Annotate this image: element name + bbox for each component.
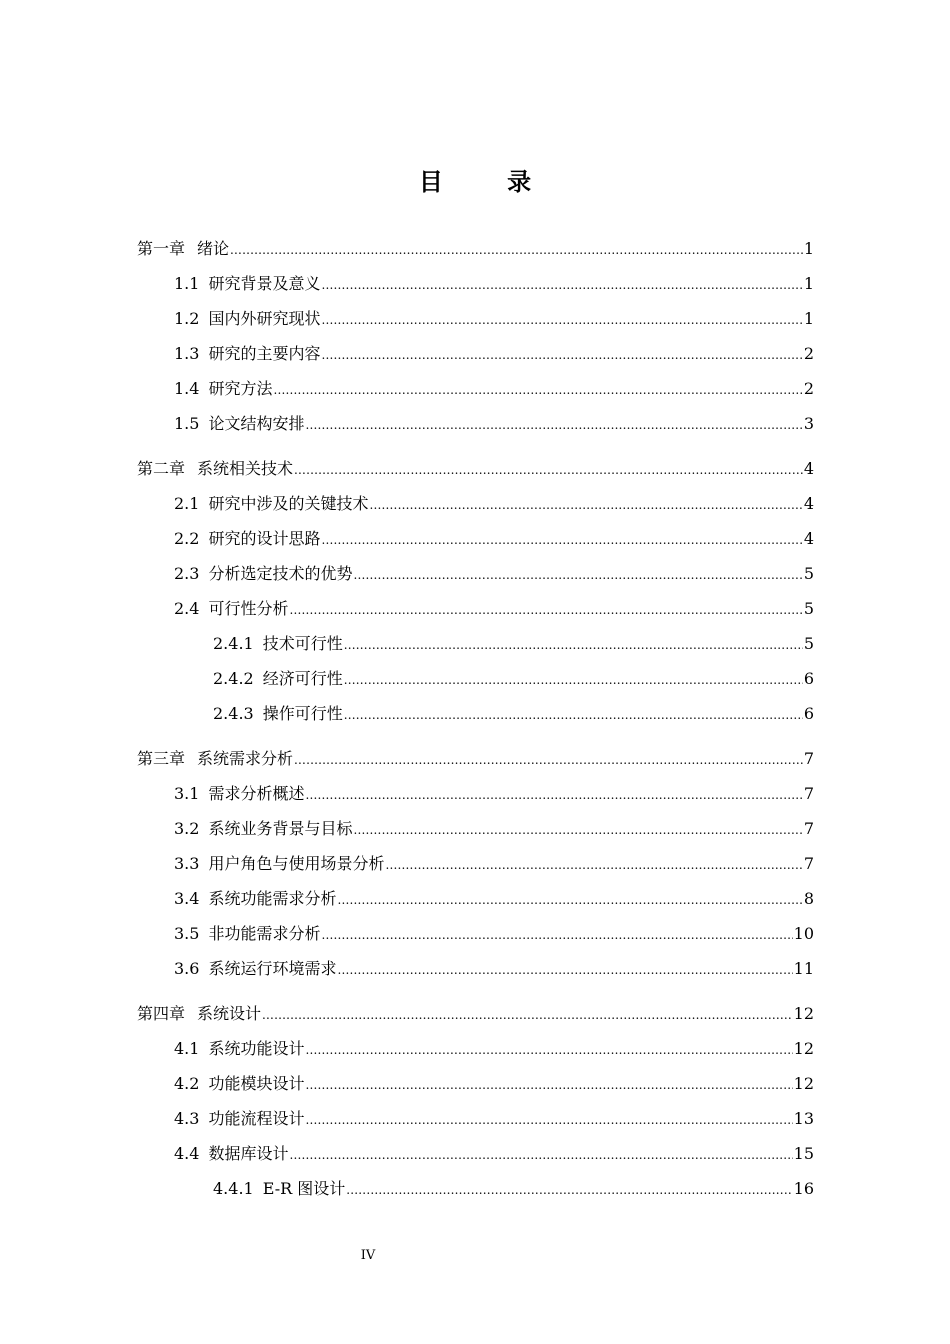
toc-entry-title: 系统设计 (197, 1004, 262, 1023)
toc-dot-leader (305, 1075, 792, 1095)
toc-entry-title: 研究方法 (208, 379, 273, 398)
toc-entry-page-number: 2 (803, 344, 814, 363)
toc-dot-leader (294, 460, 803, 480)
toc-entry-title: 系统需求分析 (197, 749, 294, 768)
toc-entry-page-number: 2 (803, 379, 814, 398)
toc-dot-leader (353, 820, 802, 840)
toc-chapter-entry[interactable] (0, 452, 950, 487)
toc-entry-number: 1.4 (174, 379, 200, 398)
toc-dot-leader (344, 635, 803, 655)
toc-entry-page-number: 6 (803, 669, 814, 688)
toc-entry-page-number: 7 (803, 784, 814, 803)
toc-subsection-entry[interactable] (0, 627, 950, 662)
toc-entry-page-number: 4 (803, 494, 814, 513)
toc-entry-title: 研究背景及意义 (208, 274, 321, 293)
toc-section-entry[interactable] (0, 847, 950, 882)
toc-section-entry[interactable] (0, 372, 950, 407)
toc-chapter-entry[interactable] (0, 997, 950, 1032)
toc-entry-page-number: 5 (803, 599, 814, 618)
toc-entry-number: 1.2 (174, 309, 200, 328)
toc-entry-number: 3.2 (174, 819, 200, 838)
toc-dot-leader (305, 1040, 792, 1060)
toc-dot-leader (344, 670, 803, 690)
toc-entry-number: 2.4.1 (213, 634, 254, 653)
toc-chapter-entry[interactable] (0, 232, 950, 267)
page-title: 目 录 (418, 168, 560, 196)
toc-entry-title: 研究中涉及的关键技术 (208, 494, 369, 513)
toc-dot-leader (294, 750, 803, 770)
toc-entry-page-number: 5 (803, 634, 814, 653)
toc-entry-title: 论文结构安排 (208, 414, 305, 433)
toc-section-entry[interactable] (0, 407, 950, 442)
toc-entry-title: 系统功能需求分析 (208, 889, 337, 908)
toc-dot-leader (321, 530, 802, 550)
toc-dot-leader (230, 240, 803, 260)
toc-entry-number: 3.1 (174, 784, 200, 803)
toc-section-entry[interactable] (0, 882, 950, 917)
toc-entry-number: 2.4 (174, 599, 200, 618)
toc-entry-number: 第二章 (137, 459, 186, 478)
toc-entry-title: 系统运行环境需求 (208, 959, 337, 978)
toc-section-entry[interactable] (0, 917, 950, 952)
toc-dot-leader (369, 495, 802, 515)
toc-entry-number: 4.4.1 (213, 1179, 254, 1198)
toc-dot-leader (344, 705, 803, 725)
toc-entry-number: 4.1 (174, 1039, 200, 1058)
toc-entry-number: 3.5 (174, 924, 200, 943)
toc-dot-leader (346, 1180, 792, 1200)
toc-entry-page-number: 15 (793, 1144, 814, 1163)
toc-entry-title: E-R 图设计 (262, 1179, 346, 1198)
toc-dot-leader (385, 855, 802, 875)
toc-entry-page-number: 16 (793, 1179, 814, 1198)
toc-section-entry[interactable] (0, 1102, 950, 1137)
toc-entry-title: 国内外研究现状 (208, 309, 321, 328)
toc-entry-number: 1.3 (174, 344, 200, 363)
toc-dot-leader (273, 380, 802, 400)
toc-entry-page-number: 1 (803, 309, 814, 328)
toc-dot-leader (321, 275, 802, 295)
toc-entry-title: 系统业务背景与目标 (208, 819, 353, 838)
toc-entry-number: 2.3 (174, 564, 200, 583)
toc-entry-number: 4.4 (174, 1144, 200, 1163)
toc-entry-page-number: 3 (803, 414, 814, 433)
toc-dot-leader (305, 785, 802, 805)
toc-entry-page-number: 1 (803, 274, 814, 293)
toc-entry-page-number: 11 (793, 959, 814, 978)
toc-entry-number: 第三章 (137, 749, 186, 768)
toc-dot-leader (289, 1145, 792, 1165)
toc-entry-title: 系统功能设计 (208, 1039, 305, 1058)
toc-entry-number: 2.1 (174, 494, 200, 513)
toc-entry-page-number: 7 (803, 854, 814, 873)
toc-entry-title: 可行性分析 (208, 599, 289, 618)
toc-entry-title: 数据库设计 (208, 1144, 289, 1163)
toc-dot-leader (321, 925, 792, 945)
toc-entry-page-number: 12 (793, 1004, 814, 1023)
toc-section-entry[interactable] (0, 777, 950, 812)
toc-entry-number: 3.6 (174, 959, 200, 978)
page-number: IV (360, 1248, 376, 1263)
toc-section-entry[interactable] (0, 267, 950, 302)
toc-subsection-entry[interactable] (0, 1172, 950, 1207)
toc-dot-leader (305, 1110, 792, 1130)
toc-section-entry[interactable] (0, 952, 950, 987)
toc-entry-page-number: 1 (803, 239, 814, 258)
toc-dot-leader (321, 310, 802, 330)
toc-entry-number: 第四章 (137, 1004, 186, 1023)
toc-entry-title: 研究的设计思路 (208, 529, 321, 548)
toc-entry-number: 2.4.2 (213, 669, 254, 688)
toc-dot-leader (353, 565, 802, 585)
toc-section-entry[interactable] (0, 1067, 950, 1102)
toc-entry-number: 2.4.3 (213, 704, 254, 723)
toc-section-entry[interactable] (0, 1032, 950, 1067)
toc-entry-page-number: 6 (803, 704, 814, 723)
toc-entry-number: 1.5 (174, 414, 200, 433)
toc-entry-page-number: 8 (803, 889, 814, 908)
table-of-contents (0, 232, 950, 1207)
toc-entry-title: 技术可行性 (262, 634, 343, 653)
toc-entry-title: 系统相关技术 (197, 459, 294, 478)
toc-entry-title: 需求分析概述 (208, 784, 305, 803)
toc-entry-page-number: 5 (803, 564, 814, 583)
toc-dot-leader (337, 890, 802, 910)
toc-entry-title: 功能模块设计 (208, 1074, 305, 1093)
toc-section-entry[interactable] (0, 557, 950, 592)
toc-dot-leader (321, 345, 802, 365)
toc-section-entry[interactable] (0, 522, 950, 557)
toc-entry-page-number: 13 (793, 1109, 814, 1128)
toc-entry-number: 2.2 (174, 529, 200, 548)
toc-entry-title: 功能流程设计 (208, 1109, 305, 1128)
toc-section-entry[interactable] (0, 1137, 950, 1172)
toc-section-entry[interactable] (0, 812, 950, 847)
toc-entry-title: 绪论 (197, 239, 230, 258)
toc-entry-page-number: 4 (803, 529, 814, 548)
toc-entry-title: 分析选定技术的优势 (208, 564, 353, 583)
toc-entry-page-number: 12 (793, 1039, 814, 1058)
toc-entry-number: 1.1 (174, 274, 200, 293)
toc-entry-title: 用户角色与使用场景分析 (208, 854, 385, 873)
toc-entry-number: 3.3 (174, 854, 200, 873)
toc-entry-number: 3.4 (174, 889, 200, 908)
toc-section-entry[interactable] (0, 592, 950, 627)
toc-section-entry[interactable] (0, 487, 950, 522)
toc-entry-title: 经济可行性 (262, 669, 343, 688)
toc-entry-page-number: 4 (803, 459, 814, 478)
toc-entry-title: 研究的主要内容 (208, 344, 321, 363)
toc-entry-title: 非功能需求分析 (208, 924, 321, 943)
toc-chapter-entry[interactable] (0, 742, 950, 777)
toc-entry-page-number: 10 (793, 924, 814, 943)
toc-entry-page-number: 7 (803, 819, 814, 838)
toc-section-entry[interactable] (0, 302, 950, 337)
toc-dot-leader (305, 415, 802, 435)
toc-entry-number: 第一章 (137, 239, 186, 258)
toc-entry-title: 操作可行性 (262, 704, 343, 723)
toc-entry-number: 4.3 (174, 1109, 200, 1128)
toc-dot-leader (289, 600, 802, 620)
toc-section-entry[interactable] (0, 337, 950, 372)
toc-entry-page-number: 12 (793, 1074, 814, 1093)
toc-dot-leader (337, 960, 792, 980)
toc-dot-leader (262, 1005, 793, 1025)
toc-entry-number: 4.2 (174, 1074, 200, 1093)
toc-entry-page-number: 7 (803, 749, 814, 768)
toc-subsection-entry[interactable] (0, 697, 950, 732)
toc-subsection-entry[interactable] (0, 662, 950, 697)
